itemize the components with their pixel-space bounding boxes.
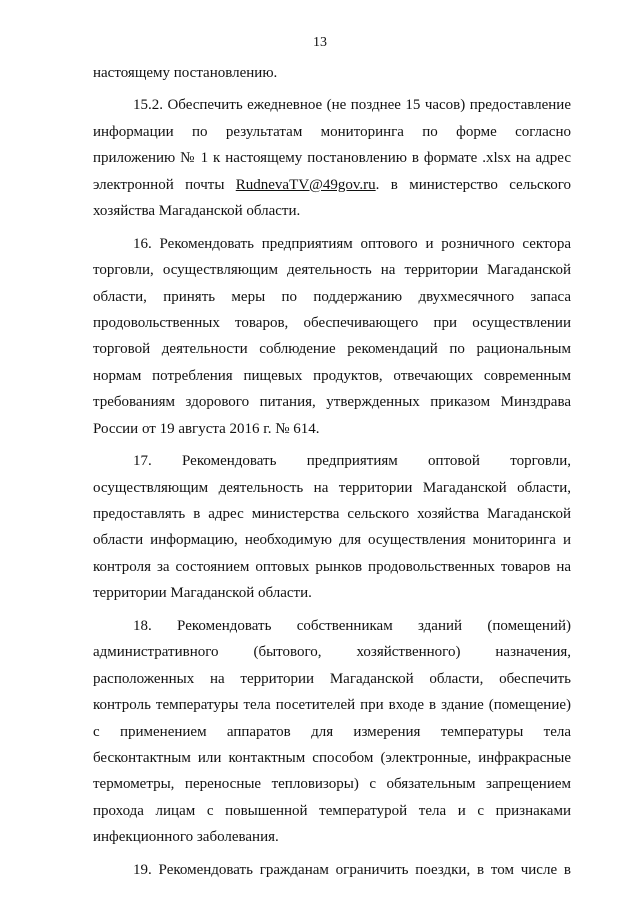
text-line: 18. Рекомендовать собственникам зданий (помещений) xyxy=(133,617,571,634)
text-line: торговой деятельности соблюдение рекомендаций по рациональным xyxy=(93,341,571,358)
text-line: расположенных на территории Магаданской области, обеспечить xyxy=(93,670,571,687)
text-line: приложению № 1 к настоящему постановлению в формате .xlsx на адрес xyxy=(93,150,571,167)
text-line: хозяйства Магаданской области. xyxy=(93,203,301,220)
text-line: с применением аппаратов для измерения температуры тела xyxy=(93,723,571,740)
text-line: контроль температуры тела посетителей при входе в здание (помещение) xyxy=(93,697,571,714)
document-body xyxy=(93,60,571,883)
text-line: продовольственных товаров, обеспечивающего при осуществлении xyxy=(93,314,571,331)
text-line: бесконтактным или контактным способом (электронные, инфракрасные xyxy=(93,749,571,766)
text-line: контроля за состоянием оптовых рынков продовольственных товаров на xyxy=(93,558,571,575)
paragraph-19 xyxy=(93,857,571,883)
text-line: инфекционного заболевания. xyxy=(93,829,279,846)
paragraph-17 xyxy=(93,448,571,607)
text-line: России от 19 августа 2016 г. № 614. xyxy=(93,420,320,437)
text-line: информации по результатам мониторинга по форме согласно xyxy=(93,123,571,140)
email-line-prefix: электронной почты xyxy=(93,176,236,193)
text-line: требованиям здорового питания, утвержденных приказом Минздрава xyxy=(93,394,571,411)
text-line: 17. Рекомендовать предприятиям оптовой торговли, xyxy=(133,453,571,470)
text-line: торговли, осуществляющим деятельность на территории Магаданской xyxy=(93,262,571,279)
text-line: 15.2. Обеспечить ежедневное (не позднее 15 часов) предоставление xyxy=(133,97,571,114)
text-line: прохода лицам с повышенной температурой тела и с признаками xyxy=(93,802,571,819)
paragraph-continuation xyxy=(93,60,571,86)
text-line: нормам потребления пищевых продуктов, отвечающих современным xyxy=(93,367,571,384)
paragraph-15-2 xyxy=(93,92,571,224)
email-address-link[interactable]: RudnevaTV@49gov.ru xyxy=(235,176,376,193)
text-line: административного (бытового, хозяйственного) назначения, xyxy=(93,644,571,661)
email-line-suffix: . в министерство сельского xyxy=(375,176,571,193)
page-number: 13 xyxy=(313,35,327,50)
text-line: 19. Рекомендовать гражданам ограничить поездки, в том числе в xyxy=(133,861,571,878)
text-line: области информацию, необходимую для осуществления мониторинга и xyxy=(93,532,571,549)
text-line: предоставлять в адрес министерства сельского хозяйства Магаданской xyxy=(93,506,571,522)
email-text-line xyxy=(93,172,571,198)
text-line: осуществляющим деятельность на территории Магаданской области, xyxy=(93,479,571,496)
text-line: настоящему постановлению. xyxy=(93,65,278,81)
text-line: территории Магаданской области. xyxy=(93,585,312,602)
text-line: 16. Рекомендовать предприятиям оптового и розничного сектора xyxy=(133,235,571,252)
paragraph-16 xyxy=(93,231,571,443)
text-line: области, принять меры по поддержанию двухмесячного запаса xyxy=(93,288,571,305)
text-line: термометры, переносные тепловизоры) с обязательным запрещением xyxy=(93,776,571,793)
paragraph-18 xyxy=(93,613,571,851)
